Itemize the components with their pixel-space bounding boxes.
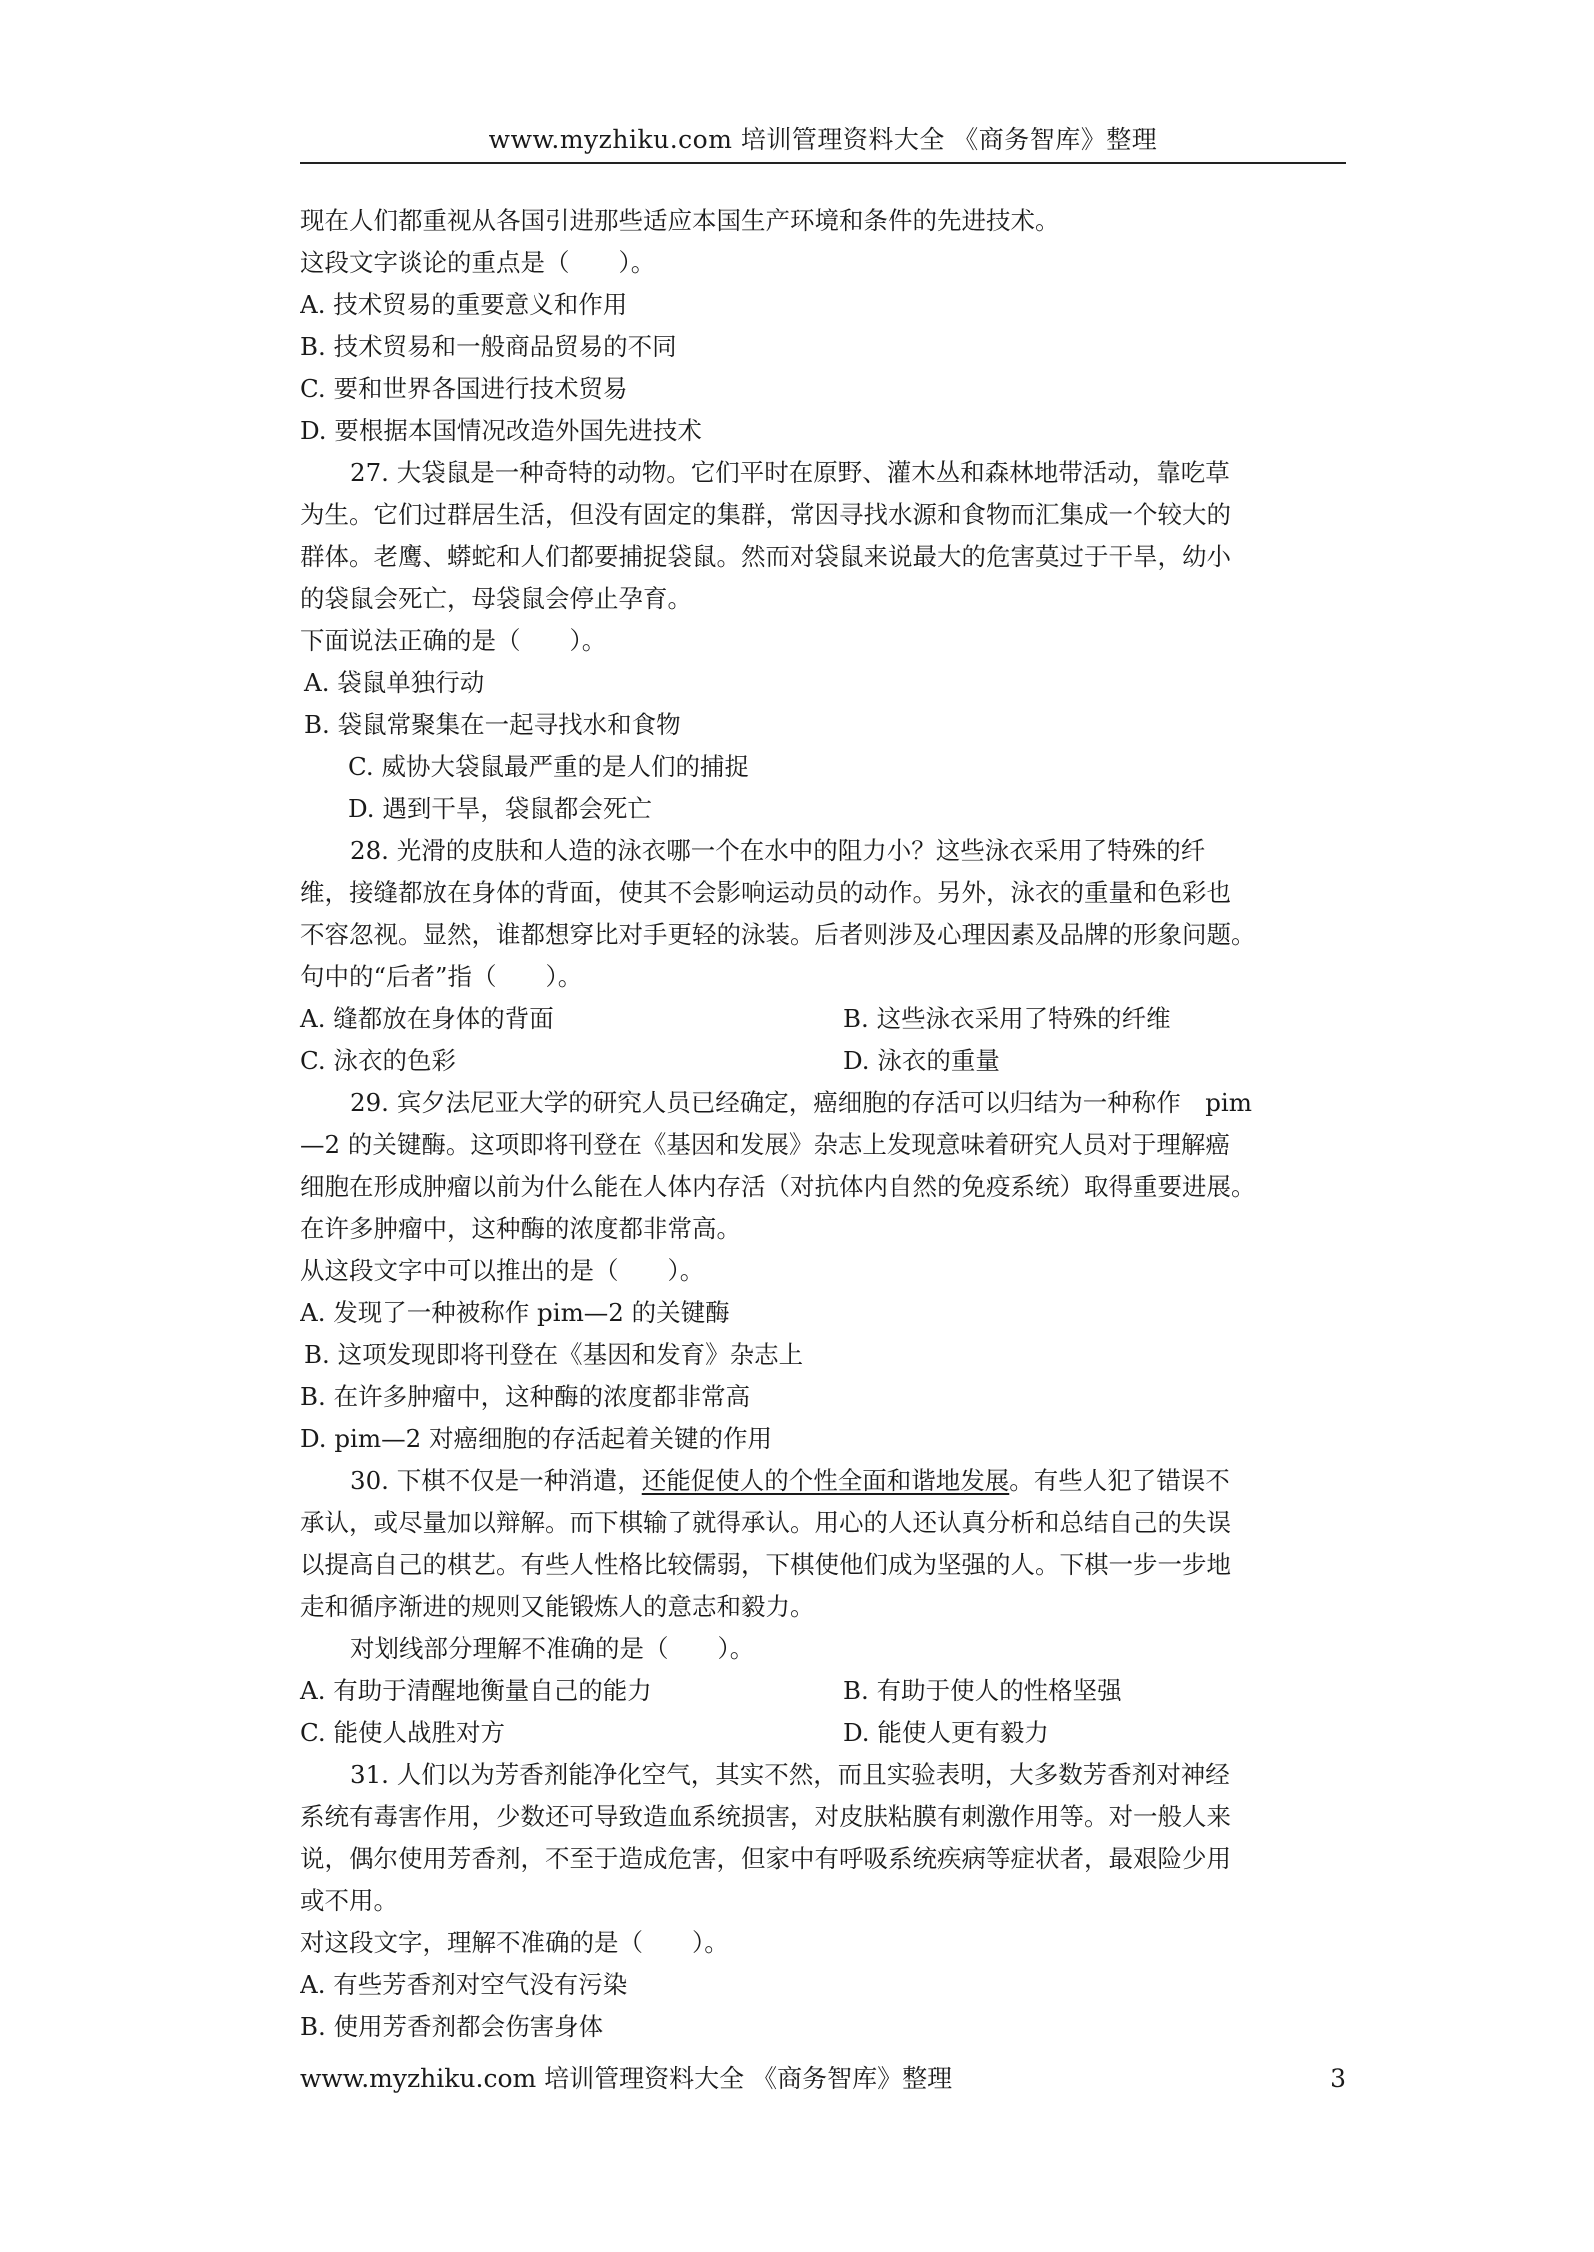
q31-option-b: B. 使用芳香剂都会伤害身体 [300,2012,604,2041]
q29-option-c: B. 在许多肿瘤中，这种酶的浓度都非常高 [300,1382,751,1411]
q30-options-row [300,1712,1346,1754]
q28-passage-line: 不容忽视。显然，谁都想穿比对手更轻的泳装。后者则涉及心理因素及品牌的形象问题。 [300,920,1256,949]
q30-option-c: C. 能使人战胜对方 [300,1718,505,1747]
page-header: www.myzhiku.com 培训管理资料大全 《商务智库》整理 [488,125,1158,154]
footer-text: www.myzhiku.com 培训管理资料大全 《商务智库》整理 [300,2064,953,2093]
q28-option-a: A. 缝都放在身体的背面 [300,1004,554,1033]
q28-options-row [300,998,1346,1040]
q30-passage-text: 。有些人犯了错误不 [1009,1466,1230,1495]
q29-prompt: 从这段文字中可以推出的是（ ）。 [300,1256,705,1285]
q26-option-b: B. 技术贸易和一般商品贸易的不同 [300,332,677,361]
page-number: 3 [1330,2064,1346,2093]
q29-passage-line: 29. 宾夕法尼亚大学的研究人员已经确定，癌细胞的存活可以归结为一种称作 pim [350,1088,1252,1117]
page-footer [300,2059,1346,2099]
q27-option-d: D. 遇到干旱，袋鼠都会死亡 [348,794,652,823]
q30-passage-line: 承认，或尽量加以辩解。而下棋输了就得承认。用心的人还认真分析和总结自己的失误 [300,1508,1231,1537]
q26-prompt: 这段文字谈论的重点是（ ）。 [300,248,656,277]
page-body [300,200,1346,2048]
q31-prompt: 对这段文字，理解不准确的是（ ）。 [300,1928,729,1957]
q26-option-d: D. 要根据本国情况改造外国先进技术 [300,416,702,445]
q28-options-row [300,1040,1346,1082]
q28-prompt: 句中的“后者”指（ ）。 [300,962,583,991]
q27-passage-line: 的袋鼠会死亡，母袋鼠会停止孕育。 [300,584,692,613]
q28-option-b: B. 这些泳衣采用了特殊的纤维 [843,1004,1171,1033]
q28-passage-line: 28. 光滑的皮肤和人造的泳衣哪一个在水中的阻力小？这些泳衣采用了特殊的纤 [350,836,1206,865]
q30-option-d: D. 能使人更有毅力 [843,1718,1049,1747]
q29-option-a: A. 发现了一种被称作 pim—2 的关键酶 [300,1298,730,1327]
q30-prompt: 对划线部分理解不准确的是（ ）。 [350,1634,755,1663]
q29-passage-line: 细胞在形成肿瘤以前为什么能在人体内存活（对抗体内自然的免疫系统）取得重要进展。 [300,1172,1256,1201]
q27-option-c: C. 威协大袋鼠最严重的是人们的捕捉 [348,752,749,781]
q31-passage-line: 说，偶尔使用芳香剂，不至于造成危害，但家中有呼吸系统疾病等症状者，最艰险少用 [300,1844,1231,1873]
q27-option-a: A. 袋鼠单独行动 [304,668,485,697]
q29-passage-line: —2 的关键酶。这项即将刊登在《基因和发展》杂志上发现意味着研究人员对于理解癌 [300,1130,1230,1159]
q27-passage-line: 群体。老鹰、蟒蛇和人们都要捕捉袋鼠。然而对袋鼠来说最大的危害莫过于干旱，幼小 [300,542,1231,571]
q31-passage-line: 或不用。 [300,1886,398,1915]
q30-option-a: A. 有助于清醒地衡量自己的能力 [300,1676,652,1705]
q27-prompt: 下面说法正确的是（ ）。 [300,626,607,655]
q31-passage-line: 系统有毒害作用，少数还可导致造血系统损害，对皮肤粘膜有刺激作用等。对一般人来 [300,1802,1231,1831]
header-divider [300,162,1346,164]
q28-passage-line: 维，接缝都放在身体的背面，使其不会影响运动员的动作。另外，泳衣的重量和色彩也 [300,878,1231,907]
q27-passage-line: 为生。它们过群居生活，但没有固定的集群，常因寻找水源和食物而汇集成一个较大的 [300,500,1231,529]
q26-option-a: A. 技术贸易的重要意义和作用 [300,290,628,319]
q27-option-b: B. 袋鼠常聚集在一起寻找水和食物 [304,710,681,739]
q30-option-b: B. 有助于使人的性格坚强 [843,1676,1122,1705]
q30-underlined-phrase: 还能促使人的个性全面和谐地发展 [641,1466,1010,1495]
q28-option-d: D. 泳衣的重量 [843,1046,1000,1075]
q30-passage-line: 以提高自己的棋艺。有些人性格比较儒弱，下棋使他们成为坚强的人。下棋一步一步地 [300,1550,1231,1579]
q30-passage-line [300,1460,1346,1502]
q31-passage-line: 31. 人们以为芳香剂能净化空气，其实不然，而且实验表明，大多数芳香剂对神经 [350,1760,1230,1789]
q29-passage-line: 在许多肿瘤中，这种酶的浓度都非常高。 [300,1214,741,1243]
q30-passage-line: 走和循序渐进的规则又能锻炼人的意志和毅力。 [300,1592,815,1621]
q26-passage-line: 现在人们都重视从各国引进那些适应本国生产环境和条件的先进技术。 [300,206,1060,235]
q31-option-a: A. 有些芳香剂对空气没有污染 [300,1970,628,1999]
q26-option-c: C. 要和世界各国进行技术贸易 [300,374,628,403]
q27-passage-line: 27. 大袋鼠是一种奇特的动物。它们平时在原野、灌木丛和森林地带活动，靠吃草 [350,458,1230,487]
q29-option-d: D. pim—2 对癌细胞的存活起着关键的作用 [300,1424,772,1453]
q30-passage-text: 30. 下棋不仅是一种消遣， [350,1466,642,1495]
q28-option-c: C. 泳衣的色彩 [300,1046,456,1075]
q29-option-b: B. 这项发现即将刊登在《基因和发育》杂志上 [304,1340,804,1369]
q30-options-row [300,1670,1346,1712]
